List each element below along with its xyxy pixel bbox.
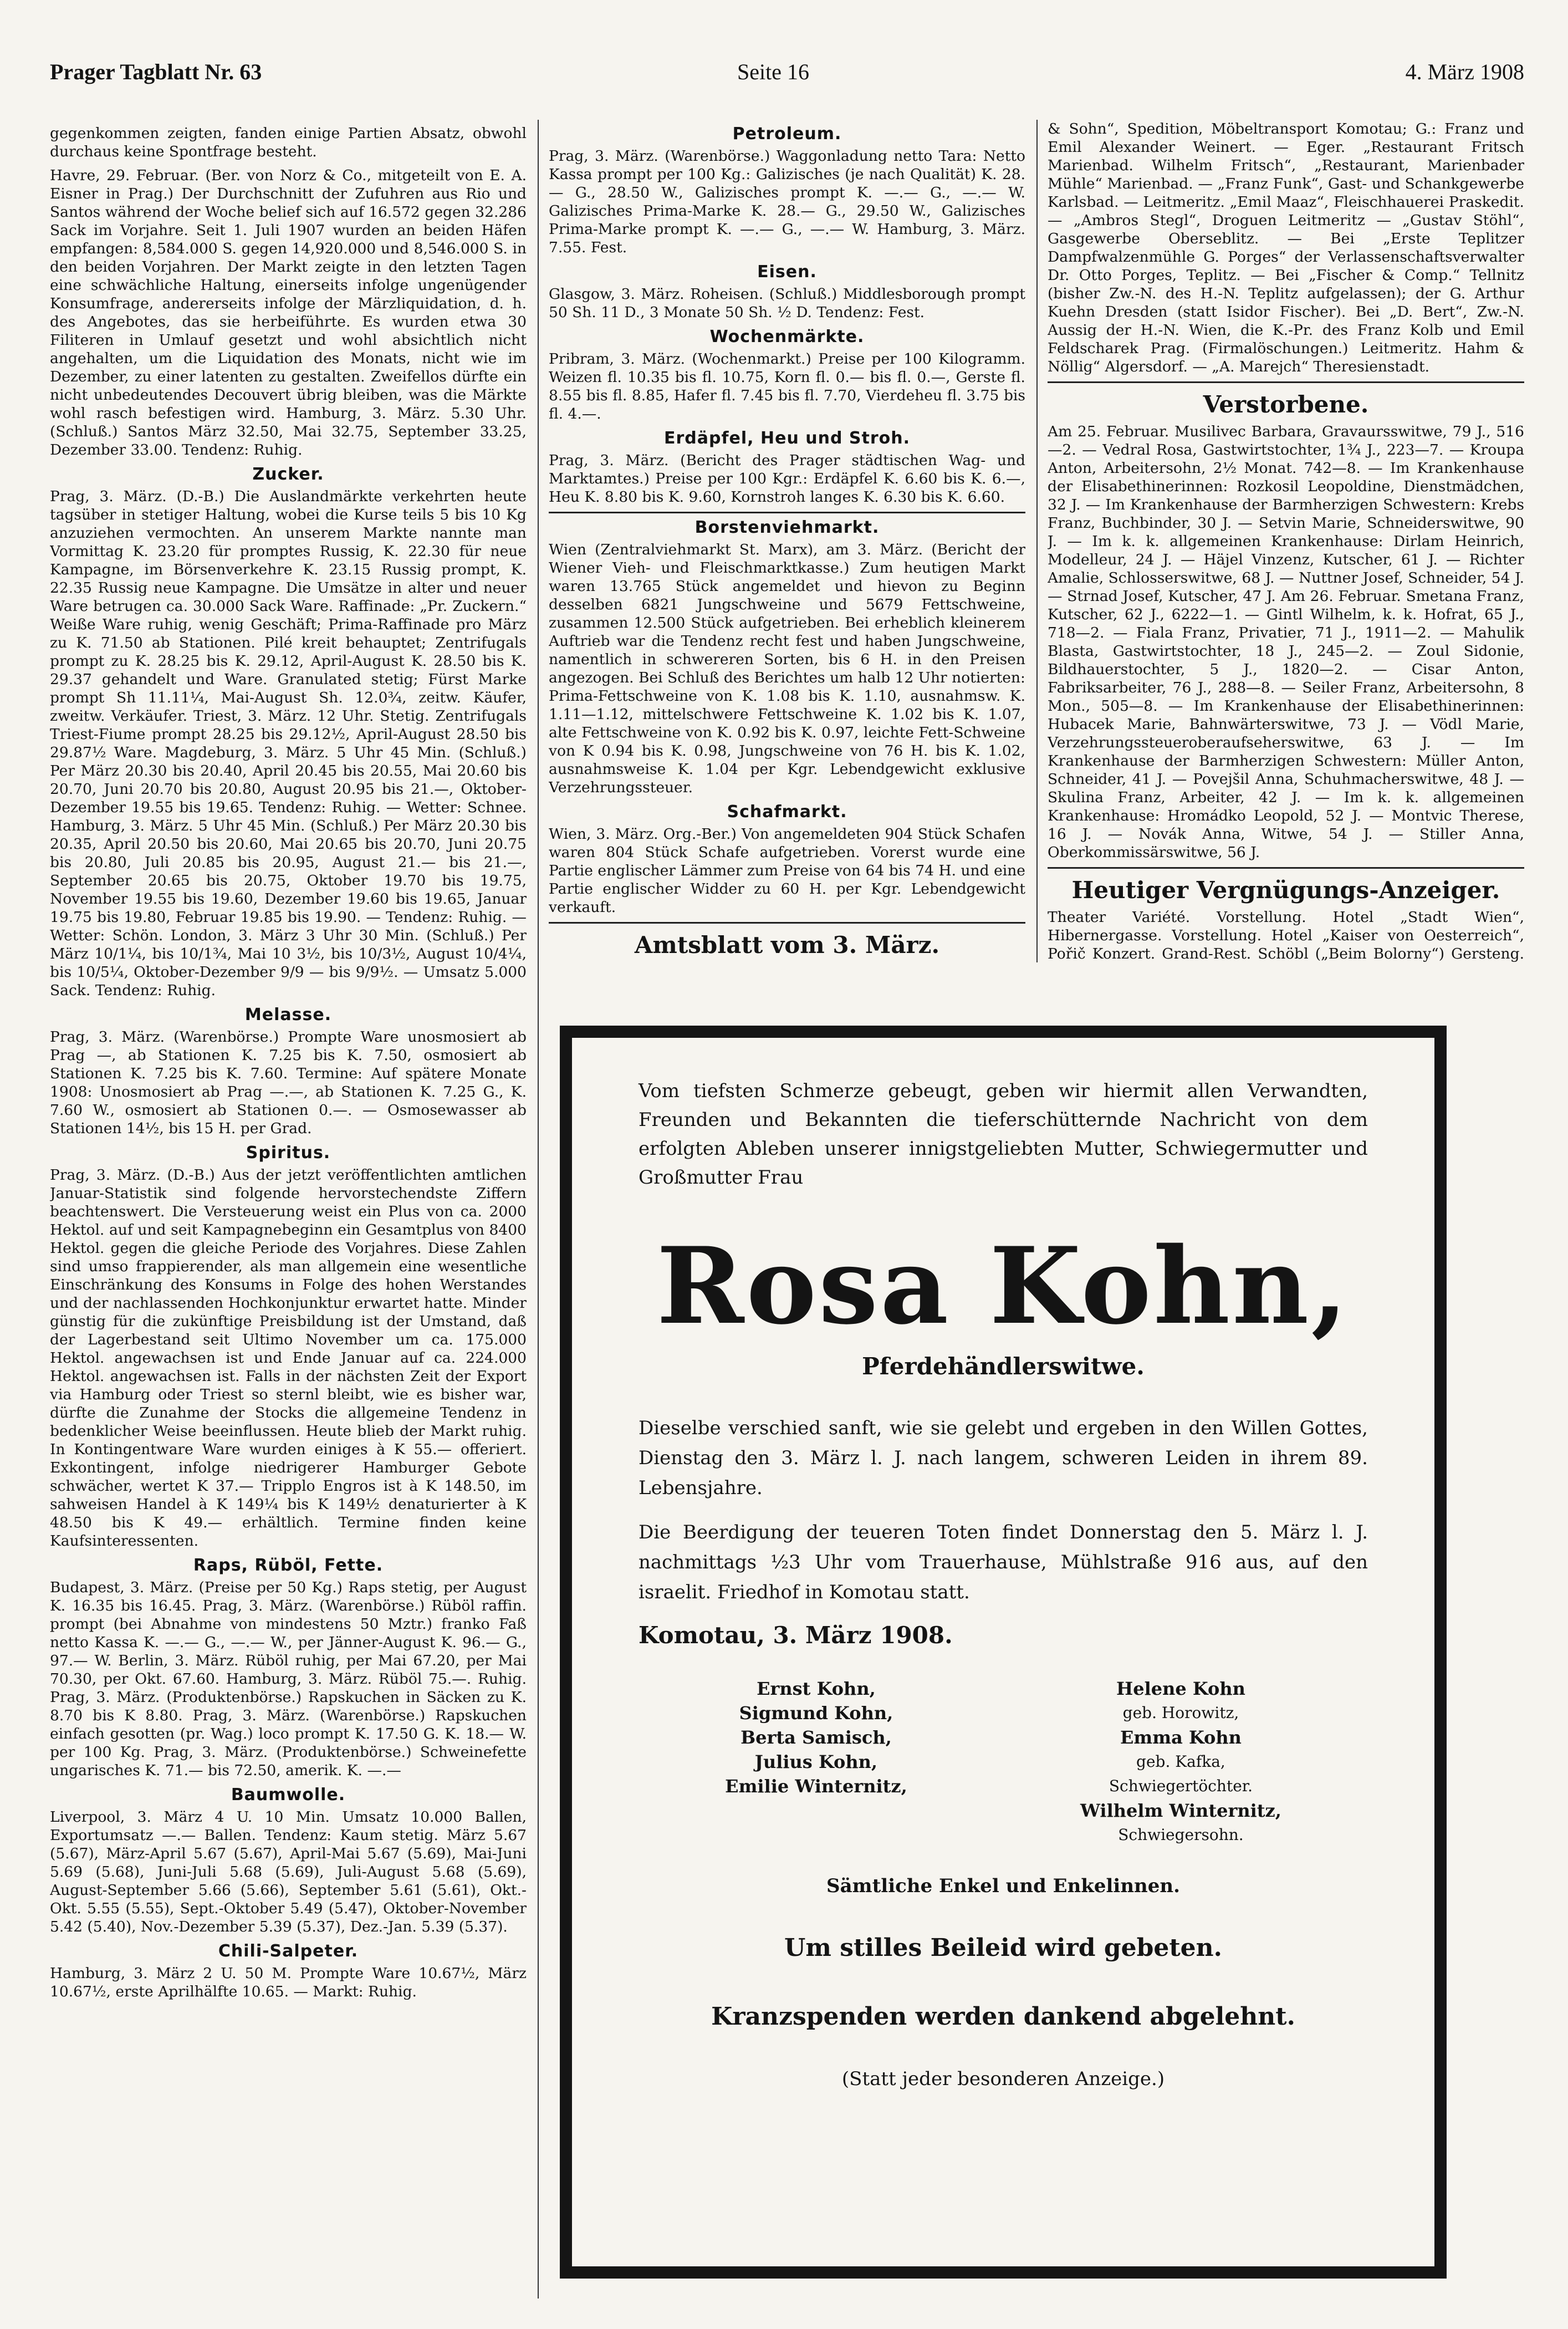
notice-intro: Vom tiefsten Schmerze gebeugt, geben wir hiermit allen Verwandten, Freunden und Bekannten die tieferschütternde Nachricht von dem erfolgten Ableben unserer innigstgeliebten Mutter, Schwiegermutter und Großmutter Frau: [639, 1080, 1368, 1189]
section-text: Theater Variété. Vorstellung. Hotel „Stadt Wien“, Hibernergasse. Vorstellung. Hotel „Kaiser von Oesterreich“, Pořič Konzert. Grand-Rest. Schöbl („Beim Bolorny“) Gersteng.: [1048, 909, 1524, 962]
section: [50, 1941, 527, 2001]
closing-line: Kranzspenden werden dankend abgelehnt.: [711, 2002, 1295, 2031]
section-title: Eisen.: [757, 262, 817, 282]
section-text: Wien (Zentralviehmarkt St. Marx), am 3. März. (Bericht der Wiener Vieh- und Fleischmarktkasse.) Zum heutigen Markt waren 13.765 Stück angemeldet und hievon zu Beginn desselben 6821 Jungschweine und 5679 Fettschweine, zusammen 12.500 Stück aufgetrieben. Bei erheblich kleinerem Auftrieb war die Tendenz recht fest und haben Jungschweine, namentlich in schwereren Sorten, bis 6 H. in den Preisen angezogen. Bei Schluß des Berichtes um halb 12 Uhr notierten: Prima-Fettschweine von K. 1.08 bis K. 1.10, ausnahmsw. K. 1.11—1.12, mittelschwere Fettschweine K. 1.02 bis K. 1.07, alte Fettschweine von K. 0.92 bis K. 0.97, leichte Fett-Schweine von K 0.94 bis K. 0.98, Jungschweine von 76 H. bis K. 1.02, ausnahmsweise K. 1.04 per Kgr. Lebendgewicht exklusive Verzehrungssteuer.: [549, 541, 1025, 796]
signature: Wilhelm Winternitz,: [1080, 1800, 1281, 1821]
section-text: Prag, 3. März. (Warenbörse.) Waggonladung netto Tara: Netto Kassa prompt per 100 Kg.: Galizisches (je nach Qualität) K. 28.— G., 28.50 W., Galizisches prompt K. —.— G., —.— W. Galizisches Prima-Marke K. 28.— G., 29.50 W., Galizisches Prima-Marke prompt K. —.— G., —.— W. Hamburg, 3. März. 7.55. Fest.: [549, 147, 1025, 256]
section-title: Amtsblatt vom 3. März.: [634, 931, 940, 959]
page-number: Seite 16: [737, 59, 809, 84]
notice-footnote: (Statt jeder besonderen Anzeige.): [841, 2068, 1165, 2090]
divider: [1048, 867, 1524, 869]
section-title: Raps, Rüböl, Fette.: [193, 1556, 384, 1575]
section: [549, 429, 1025, 506]
section: [50, 1005, 527, 1138]
signature: Schwiegersohn.: [1118, 1826, 1244, 1844]
section: [50, 166, 527, 459]
section-title: Schafmarkt.: [727, 802, 847, 822]
section-title: Melasse.: [244, 1005, 332, 1025]
section-text: gegenkommen zeigten, fanden einige Partien Absatz, obwohl durchaus keine Spontfrage besteht.: [50, 125, 527, 160]
section-text: Prag, 3. März. (Bericht des Prager städtischen Wag- und Marktamtes.) Preise per 100 Kgr.: Erdäpfel K. 6.60 bis K. 6.—, Heu K. 8.80 bis K. 9.60, Kornstroh langes K. 6.30 bis K. 6.60.: [549, 452, 1025, 506]
section-title: Verstorbene.: [1203, 391, 1369, 418]
column-divider: [1036, 120, 1038, 962]
section-text: Pribram, 3. März. (Wochenmarkt.) Preise per 100 Kilogramm. Weizen fl. 10.35 bis fl. 10.75, Korn fl. 0.— bis fl. 0.—, Gerste fl. 8.55 bis fl. 8.85, Hafer fl. 7.45 bis fl. 7.70, Vierdeheu fl. 3.75 bis fl. 4.—.: [549, 350, 1025, 422]
section: [1048, 391, 1524, 862]
signatures: [639, 1676, 1368, 1847]
section-text: Liverpool, 3. März 4 U. 10 Min. Umsatz 10.000 Ballen, Exportumsatz —.— Ballen. Tendenz: Kaum stetig. März 5.67 (5.67), März-April 5.67 (5.67), April-Mai 5.67 (5.69), Mai-Juni 5.69 (5.68), Juni-Juli 5.68 (5.69), Juli-August 5.68 (5.69), August-September 5.66 (5.66), September 5.61 (5.61), Okt.-Okt. 5.55 (5.55), Sept.-Oktober 5.49 (5.47), Oktober-November 5.42 (5.40), Nov.-Dezember 5.39 (5.37), Dez.-Jan. 5.39 (5.37).: [50, 1808, 527, 1935]
section: [50, 465, 527, 1000]
signature: Emilie Winternitz,: [725, 1776, 907, 1797]
issue-date: 4. März 1908: [1405, 59, 1524, 84]
section-text: & Sohn“, Spedition, Möbeltransport Komotau; G.: Franz und Emil Alexander Weinert. — Eger. „Restaurant Fritsch Marienbad. Wilhelm Fritsch“, „Restaurant, Marienbader Mühle“ Marienbad. — „Franz Funk“, Gast- und Schankgewerbe Karlsbad. — Leitmeritz. „Emil Maaz“, Fleischhauerei Praskedit. — „Ambros Stegl“, Droguen Leitmeritz — „Gustav Stöhl“, Gasgewerbe Oberseblitz. — Bei „Erste Teplitzer Dampfwalzenmühle G. Porges“ der Verlassenschaftsverwalter Dr. Otto Porges, Teplitz. — Bei „Fischer & Comp.“ Tellnitz (bisher Zw.-N. des H.-N. Teplitz aufgelassen); der G. Arthur Kuehn Dresden (statt Isidor Fischer). Bei „D. Bert“, Zw.-N. Aussig der H.-N. Wien, die K.-Pr. des Franz Kolb und Emil Feldscharek Prag. (Firmalöschungen.) Leitmeritz. Hahm & Nöllig“ Algersdorf. — „A. Marejch“ Theresienstadt.: [1048, 120, 1524, 375]
section-text: Glasgow, 3. März. Roheisen. (Schluß.) Middlesborough prompt 50 Sh. 11 D., 3 Monate 50 Sh. ½ D. Tendenz: Fest.: [549, 286, 1025, 321]
section-text: Budapest, 3. März. (Preise per 50 Kg.) Raps stetig, per August K. 16.35 bis 16.45. Prag, 3. März. (Warenbörse.) Rüböl raffin. prompt (bei Abnahme von mindestens 50 Mztr.) franko Faß netto Kassa K. —.— G., —.— W., per Jänner-August K. 96.— G., 97.— W. Berlin, 3. März. Rüböl ruhig, per Mai 67.20, per Mai 70.30, per Okt. 67.60. Hamburg, 3. März. Rüböl 75.—. Ruhig. Prag, 3. März. (Produktenbörse.) Rapskuchen in Säcken zu K. 8.70 bis K 8.80. Prag, 3. März. (Warenbörse.) Rapskuchen einfach gesotten (pr. Wag.) loco prompt K. 17.50 G. K. 18.— W. per 100 Kg. Prag, 3. März. (Produktenbörse.) Schweinefette ungarisches K. 71.— bis 72.50, amerik. K. —.—: [50, 1579, 527, 1779]
page-header: [50, 53, 1524, 98]
signature: geb. Horowitz,: [1122, 1704, 1239, 1722]
section-title: Erdäpfel, Heu und Stroh.: [664, 429, 910, 448]
grandchildren-line: Sämtliche Enkel und Enkelinnen.: [826, 1875, 1180, 1897]
section: [1048, 876, 1524, 962]
section: [549, 931, 1025, 962]
signature: Berta Samisch,: [740, 1727, 892, 1748]
notice-place-date: Komotau, 3. März 1908.: [639, 1622, 953, 1649]
section: [1048, 120, 1524, 376]
section: [50, 1143, 527, 1550]
signature: Ernst Kohn,: [757, 1678, 876, 1699]
section-title: Baumwolle.: [231, 1785, 346, 1805]
paper-title: Prager Tagblatt Nr. 63: [50, 59, 262, 84]
section-title: Spiritus.: [246, 1143, 331, 1163]
signature: Sigmund Kohn,: [739, 1703, 893, 1724]
deceased-title: Pferdehändlerswitwe.: [862, 1353, 1145, 1380]
section: [549, 327, 1025, 423]
section-title: Heutiger Vergnügungs-Anzeiger.: [1071, 876, 1500, 904]
section-text: Am 25. Februar. Musilivec Barbara, Gravaursswitwe, 79 J., 516—2. — Vedral Rosa, Gastwirtstochter, 1¾ J., 223—7. — Kroupa Anton, Arbeitersohn, 2½ Monat. 742—8. — Im Krankenhause der Elisabethinerinnen: Rozkosil Leopoldine, Dienstmädchen, 32 J. — Im Krankenhause der Barmherzigen Schwestern: Krebs Franz, Buchbinder, 30 J. — Setvin Marie, Schneiderswitwe, 90 J. — Im k. k. allgemeinen Krankenhause: Dirlam Heinrich, Modelleur, 24 J. — Häjel Vinzenz, Kutscher, 61 J. — Richter Amalie, Schlosserswitwe, 68 J. — Nuttner Josef, Schneider, 54 J. — Strnad Josef, Kutscher, 47 J. Am 26. Februar. Smetana Franz, Kutscher, 62 J., 6222—1. — Gintl Wilhelm, k. k. Hofrat, 65 J., 718—2. — Fiala Franz, Privatier, 71 J., 1911—2. — Mahulik Blasta, Gastwirtstochter, 18 J., 245—2. — Zoul Sidonie, Bildhauerstochter, 5 J., 1820—2. — Cisar Anton, Fabriksarbeiter, 76 J., 288—8. — Seiler Franz, Arbeitersohn, 8 Mon., 505—8. — Im Krankenhause der Elisabethinerinnen: Hubacek Marie, Bahnwärterswitwe, 73 J. — Vödl Marie, Verzehrungssteueroberaufseherswitwe, 63 J. — Im Krankenhause der Barmherzigen Schwestern: Müller Anton, Schneider, 41 J. — Povejšil Anna, Schuhmacherswitwe, 48 J. — Skulina Franz, Arbeiter, 42 J. — Im k. k. allgemeinen Krankenhause: Hromádko Leopold, 52 J. — Montvic Therese, 16 J. — Novák Anna, Witwe, 54 J. — Stiller Anna, Oberkommissärswitwe, 56 J.: [1048, 423, 1524, 861]
section: [50, 1556, 527, 1780]
divider: [1048, 381, 1524, 383]
column-divider: [538, 120, 539, 2299]
signature: Schwiegertöchter.: [1109, 1777, 1253, 1795]
section-text: Hamburg, 3. März 2 U. 50 M. Prompte Ware 10.67½, März 10.67½, erste Aprilhälfte 10.65. — Markt: Ruhig.: [50, 1965, 527, 2000]
signature: geb. Kafka,: [1136, 1752, 1225, 1771]
signature: Emma Kohn: [1120, 1727, 1242, 1748]
section-text: Prag, 3. März. (D.-B.) Aus der jetzt veröffentlichten amtlichen Januar-Statistik sind folgende hervorstechendste Ziffern beachtenswert. Die Versteuerung weist ein Plus von ca. 2000 Hektol. auf und seit Kampagnebeginn ein Gesamtplus von 8400 Hektol. gegen die gleiche Periode des Vorjahres. Diese Zahlen sind umso frappierender, als man allgemein eine wesentliche Einschränkung des Konsums in Folge des hohen Werstandes und der nachlassenden Hochkonjunktur erwartet hatte. Minder günstig für die zukünftige Preisbildung ist der Umstand, daß der Lagerbestand seit Ultimo November um ca. 175.000 Hektol. angewachsen ist und Ende Januar auf ca. 224.000 Hektol. angewachsen ist. Falls in der nächsten Zeit der Export via Hamburg oder Triest so sternl bleibt, wie es bisher war, dürfte die Zunahme der Stocks die allgemeine Tendenz in bedenklicher Weise beeinflussen. Heute blieb der Markt ruhig. In Kontingentware Ware wurden einiges à K 55.— offeriert. Exkontingent, infolge niedrigerer Hamburger Gebote schwächer, wertet K 37.— Tripplo Engros ist à K 148.50, im sahweisen Handel à K 149¼ bis K 149½ denaturierter à K 48.50 bis K 49.— erhältlich. Termine finden keine Kaufsinteressenten.: [50, 1166, 527, 1550]
death-notice-content: [639, 1077, 1368, 2090]
section: [549, 124, 1025, 257]
closing-line: Um stilles Beileid wird gebeten.: [784, 1934, 1222, 1962]
section-text: Wien, 3. März. Org.-Ber.) Von angemeldeten 904 Stück Schafen waren 804 Stück Schafe aufgetrieben. Vorerst wurde eine Partie englischer Lämmer zum Preise von 64 bis 74 H. und eine Partie englischer Widder zu 60 H. per Kgr. Lebendgewicht verkauft.: [549, 825, 1025, 916]
column-markets: [549, 120, 1025, 962]
signature: Julius Kohn,: [754, 1751, 878, 1772]
section-text: Havre, 29. Februar. (Ber. von Norz & Co., mitgeteilt von E. A. Eisner in Prag.) Der Durchschnitt der Zufuhren aus Rio und Santos während der Woche belief sich auf 16.572 gegen 32.286 Sack im Vorjahre. Seit 1. Juli 1907 wurden an beiden Häfen empfangen: 8,584.000 S. gegen 14,920.000 und 8,546.000 S. in den beiden Vorjahren. Der Markt zeigte in den letzten Tagen eine schwächliche Haltung, einerseits infolge ungenügender Konsumfrage, andererseits infolge der Märzliquidation, d. h. des Angebotes, das sie herbeiführte. Es wurden etwa 30 Filiteren in Umlauf gesetzt und wohl absichtlich nicht angehalten, um die Liquidation des Monats, nicht wie im Dezember, zu einer latenten zu gestalten. Zweifellos dürfte ein nicht unbedeutendes Decouvert übrig bleiben, was die Märkte wohl rasch befestigen wird. Hamburg, 3. März. 5.30 Uhr. (Schluß.) Santos März 32.50, Mai 32.75, September 33.25, Dezember 33.00. Tendenz: Ruhig.: [50, 167, 527, 458]
notice-funeral: Die Beerdigung der teueren Toten findet Donnerstag den 5. März l. J. nachmittags ½3 Uhr vom Trauerhause, Mühlstraße 916 aus, auf den israelit. Friedhof in Komotau statt.: [639, 1521, 1368, 1603]
column-notices: [1048, 120, 1524, 962]
section-text: Prag, 3. März. (Warenbörse.) Prompte Ware unosmosiert ab Prag —, ab Stationen K. 7.25 bis K. 7.50, osmosiert ab Stationen K. 7.25 bis K. 7.60. Termine: Auf spätere Monate 1908: Unosmosiert ab Prag —.—, ab Stationen K. 7.25 G., K. 7.60 W., osmosiert ab Stationen 0.—. — Osmosewasser ab Stationen 14½, bis 15 H. per Grad.: [50, 1028, 527, 1137]
deceased-name: Rosa Kohn,: [656, 1224, 1350, 1348]
signature: Helene Kohn: [1116, 1678, 1245, 1699]
column-commodities: [50, 120, 527, 2299]
section: [549, 518, 1025, 797]
section-title: Chili-Salpeter.: [218, 1941, 359, 1961]
section: [50, 1785, 527, 1936]
signatures-left: [725, 1676, 907, 1847]
divider: [549, 512, 1025, 513]
section-text: Prag, 3. März. (D.-B.) Die Auslandmärkte verkehrten heute tagsüber in stetiger Haltung, wobei die Kurse teils 5 bis 10 Kg anzuziehen vermochten. An unserem Markte nannte man Vormittag K. 23.20 für promptes Russig, K. 22.30 für neue Kampagne, im Börsenverkehre K. 23.15 Russig prompt, K. 22.35 Russig neue Kampagne. Die Umsätze in alter und neuer Ware betrugen ca. 30.000 Sack Ware. Raffinade: „Pr. Zuckern.“ Weiße Ware ruhig, wenig Geschäft; Prima-Raffinade pro März zu K. 71.50 ab Stationen. Pilé kreit behauptet; Zentrifugals prompt zu K. 28.25 bis K. 29.12, April-August K. 28.50 bis K. 29.37 gehandelt und Ware. Granulated stetig; Fürst Marke prompt Sh 11.11¼, Mai-August Sh. 12.0¾, zeitw. Käufer, zweitw. Verkäufer. Triest, 3. März. 12 Uhr. Stetig. Zentrifugals Triest-Fiume prompt 28.25 bis 29.12½, April-August 28.50 bis 29.87½ Ware. Magdeburg, 3. März. 5 Uhr 45 Min. (Schluß.) Per März 20.30 bis 20.40, April 20.45 bis 20.55, Mai 20.60 bis 20.70, Juni 20.70 bis 20.80, August 20.95 bis 21.—, Oktober-Dezember 19.55 bis 19.65. Tendenz: Ruhig. — Wetter: Schnee. Hamburg, 3. März. 5 Uhr 45 Min. (Schluß.) Per März 20.30 bis 20.35, April 20.50 bis 20.60, Mai 20.65 bis 20.70, Juni 20.75 bis 20.80, Juli 20.85 bis 20.95, August 21.— bis 21.—, September 20.65 bis 20.75, Oktober 19.70 bis 19.75, November 19.55 bis 19.60, Dezember 19.60 bis 19.65, Januar 19.75 bis 19.80, Februar 19.85 bis 19.90. — Tendenz: Ruhig. — Wetter: Schön. London, 3. März 3 Uhr 30 Min. (Schluß.) Per März 10/1¼, bis 10/1¾, Mai 10 3½, bis 10/3½, August 10/4¼, bis 10/5¼, Oktober-Dezember 9/9 — bis 9/9½. — Umsatz 5.000 Sack. Tendenz: Ruhig.: [50, 488, 527, 999]
section-title: Borstenviehmarkt.: [694, 518, 880, 537]
section-title: Wochenmärkte.: [709, 327, 865, 346]
section: [549, 802, 1025, 916]
section: [549, 262, 1025, 322]
death-notice: [560, 1026, 1447, 2279]
section: [50, 124, 527, 161]
signatures-right: [1080, 1676, 1281, 1847]
divider: [549, 922, 1025, 924]
section-title: Petroleum.: [732, 124, 842, 144]
notice-passing: Dieselbe verschied sanft, wie sie gelebt und ergeben in den Willen Gottes, Dienstag den 3. März l. J. nach langem, schweren Leiden in ihrem 89. Lebensjahre.: [639, 1417, 1368, 1499]
section-title: Zucker.: [252, 465, 324, 484]
